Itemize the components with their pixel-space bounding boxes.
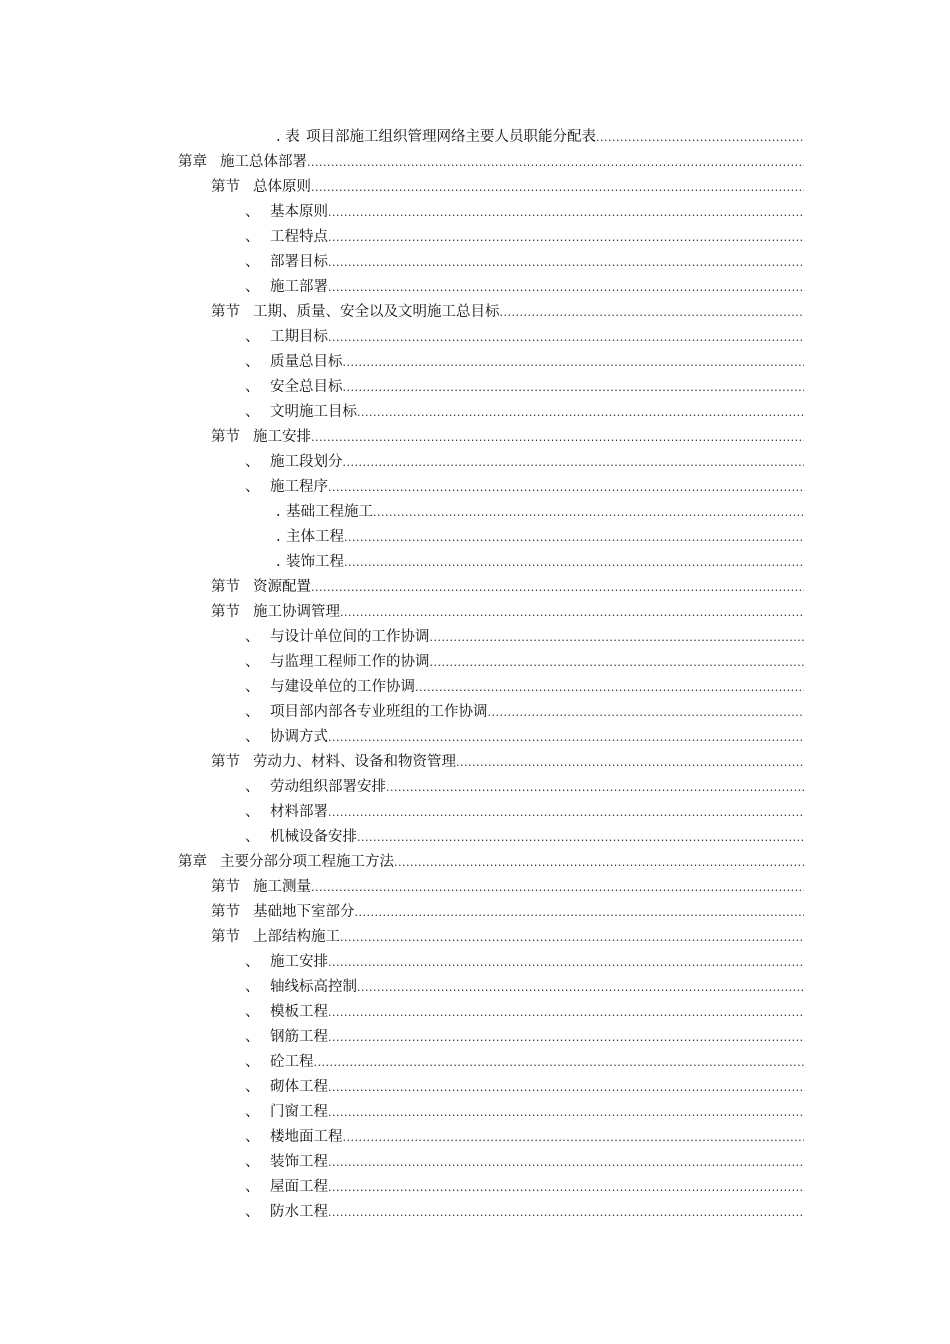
toc-entry-number: 、: [245, 954, 260, 970]
toc-entry-number: 、: [245, 1004, 260, 1020]
toc-entry-item[interactable]: [0, 1050, 950, 1075]
toc-entry-title: 砼工程: [270, 1054, 314, 1070]
toc-entry-title: 安全总目标: [270, 379, 343, 395]
toc-dot-leader: [357, 975, 804, 1000]
toc-entry-item[interactable]: [0, 200, 950, 225]
toc-dot-leader: [488, 700, 805, 725]
toc-entry-item[interactable]: [0, 625, 950, 650]
toc-dot-leader: [343, 350, 805, 375]
toc-entry-table[interactable]: [0, 125, 950, 150]
toc-dot-leader: [344, 550, 804, 575]
toc-entry-item[interactable]: [0, 400, 950, 425]
toc-entry-title: 主要分部分项工程施工方法: [220, 854, 394, 870]
toc-entry-title: 工期、质量、安全以及文明施工总目标: [253, 304, 500, 320]
toc-entry-line: [211, 575, 804, 600]
toc-entry-number: 、: [245, 629, 260, 645]
toc-entry-line: [245, 225, 804, 250]
toc-entry-item[interactable]: [0, 275, 950, 300]
toc-dot-leader: [500, 300, 805, 325]
toc-dot-leader: [386, 775, 804, 800]
toc-entry-title: 机械设备安排: [270, 829, 357, 845]
toc-entry-title: 楼地面工程: [270, 1129, 343, 1145]
toc-entry-item[interactable]: [0, 775, 950, 800]
toc-entry-item[interactable]: [0, 475, 950, 500]
toc-entry-number: 第节: [211, 754, 240, 770]
toc-entry-number: 、: [245, 779, 260, 795]
toc-entry-number: 第节: [211, 429, 240, 445]
toc-entry-number: 、: [245, 729, 260, 745]
toc-entry-sec[interactable]: [0, 900, 950, 925]
toc-entry-title: 施工安排: [270, 954, 328, 970]
toc-dot-leader: [340, 600, 804, 625]
toc-entry-line: [245, 1075, 804, 1100]
toc-dot-leader: [373, 500, 804, 525]
toc-entry-line: [245, 200, 804, 225]
toc-entry-title: 施工部署: [270, 279, 328, 295]
toc-entry-line: [245, 375, 804, 400]
toc-entry-sub[interactable]: [0, 500, 950, 525]
toc-entry-line: [245, 350, 804, 375]
toc-entry-title: 工期目标: [270, 329, 328, 345]
toc-dot-leader: [394, 850, 804, 875]
toc-entry-title: 上部结构施工: [253, 929, 340, 945]
toc-entry-number: .: [276, 554, 281, 570]
toc-entry-line: [245, 475, 804, 500]
toc-entry-number: 第节: [211, 579, 240, 595]
toc-dot-leader: [328, 325, 804, 350]
toc-entry-title: 施工安排: [253, 429, 311, 445]
toc-dot-leader: [340, 925, 804, 950]
toc-entry-item[interactable]: [0, 1150, 950, 1175]
toc-entry-sec[interactable]: [0, 925, 950, 950]
toc-entry-line: [245, 1175, 804, 1200]
toc-entry-title: 装饰工程: [270, 1154, 328, 1170]
toc-entry-number: 第节: [211, 179, 240, 195]
toc-entry-title: 施工段划分: [270, 454, 343, 470]
toc-entry-line: [276, 550, 804, 575]
toc-dot-leader: [328, 1200, 804, 1225]
toc-entry-line: [211, 300, 804, 325]
toc-dot-leader: [328, 200, 804, 225]
toc-entry-number: 、: [245, 479, 260, 495]
toc-entry-line: [276, 525, 804, 550]
toc-entry-line: [211, 175, 804, 200]
toc-entry-line: [245, 1000, 804, 1025]
toc-dot-leader: [430, 650, 805, 675]
toc-entry-line: [245, 1150, 804, 1175]
toc-entry-line: [211, 750, 804, 775]
toc-entry-line: [245, 275, 804, 300]
toc-entry-line: [245, 700, 804, 725]
toc-entry-line: [245, 950, 804, 975]
toc-dot-leader: [328, 725, 804, 750]
toc-entry-item[interactable]: [0, 375, 950, 400]
toc-entry-item[interactable]: [0, 1100, 950, 1125]
toc-entry-line: [245, 800, 804, 825]
toc-dot-leader: [328, 1075, 804, 1100]
toc-dot-leader: [328, 1150, 804, 1175]
toc-entry-item[interactable]: [0, 650, 950, 675]
toc-dot-leader: [415, 675, 804, 700]
toc-dot-leader: [328, 275, 804, 300]
toc-entry-sec[interactable]: [0, 425, 950, 450]
toc-entry-title: 资源配置: [253, 579, 311, 595]
toc-entry-item[interactable]: [0, 800, 950, 825]
toc-entry-item[interactable]: [0, 675, 950, 700]
toc-entry-line: [245, 775, 804, 800]
toc-dot-leader: [430, 625, 805, 650]
toc-entry-title: 屋面工程: [270, 1179, 328, 1195]
toc-entry-title: 钢筋工程: [270, 1029, 328, 1045]
toc-entry-line: [245, 1025, 804, 1050]
toc-entry-item[interactable]: [0, 350, 950, 375]
toc-entry-chap[interactable]: [0, 150, 950, 175]
toc-entry-title: 门窗工程: [270, 1104, 328, 1120]
toc-dot-leader: [344, 525, 804, 550]
toc-entry-number: 、: [245, 379, 260, 395]
toc-entry-item[interactable]: [0, 1125, 950, 1150]
toc-dot-leader: [343, 375, 805, 400]
toc-dot-leader: [328, 1025, 804, 1050]
toc-entry-line: [211, 425, 804, 450]
toc-entry-item[interactable]: [0, 1175, 950, 1200]
toc-entry-line: [245, 1200, 804, 1225]
toc-entry-title: 劳动组织部署安排: [270, 779, 386, 795]
toc-entry-title: 与监理工程师工作的协调: [270, 654, 430, 670]
toc-entry-number: 、: [245, 1204, 260, 1220]
toc-entry-title: 砌体工程: [270, 1079, 328, 1095]
toc-entry-line: [245, 650, 804, 675]
toc-entry-title: 装饰工程: [286, 554, 344, 570]
toc-entry-title: 与设计单位间的工作协调: [270, 629, 430, 645]
toc-entry-line: [245, 250, 804, 275]
toc-entry-line: [211, 925, 804, 950]
toc-entry-item[interactable]: [0, 1075, 950, 1100]
toc-entry-sec[interactable]: [0, 300, 950, 325]
toc-entry-title: 基础地下室部分: [253, 904, 355, 920]
table-of-contents: [0, 125, 950, 1225]
toc-entry-number: 第节: [211, 929, 240, 945]
toc-entry-item[interactable]: [0, 450, 950, 475]
toc-dot-leader: [311, 575, 804, 600]
toc-entry-number: . 表: [276, 129, 300, 145]
toc-dot-leader: [311, 875, 804, 900]
toc-dot-leader: [328, 1100, 804, 1125]
toc-entry-number: 、: [245, 204, 260, 220]
toc-entry-number: 、: [245, 829, 260, 845]
toc-entry-number: 、: [245, 1179, 260, 1195]
toc-entry-item[interactable]: [0, 975, 950, 1000]
toc-entry-number: 、: [245, 979, 260, 995]
toc-entry-number: 、: [245, 454, 260, 470]
toc-entry-line: [245, 1050, 804, 1075]
toc-entry-line: [245, 1100, 804, 1125]
toc-entry-number: .: [276, 504, 281, 520]
toc-entry-number: 、: [245, 804, 260, 820]
toc-entry-title: 与建设单位的工作协调: [270, 679, 415, 695]
toc-entry-line: [245, 975, 804, 1000]
toc-entry-line: [245, 725, 804, 750]
toc-entry-number: 、: [245, 1054, 260, 1070]
toc-entry-item[interactable]: [0, 325, 950, 350]
toc-entry-number: 、: [245, 1154, 260, 1170]
toc-dot-leader: [355, 900, 805, 925]
toc-entry-line: [245, 825, 804, 850]
toc-entry-number: 、: [245, 679, 260, 695]
toc-dot-leader: [328, 475, 804, 500]
toc-dot-leader: [343, 450, 805, 475]
toc-entry-line: [211, 900, 804, 925]
toc-entry-item[interactable]: [0, 225, 950, 250]
toc-entry-sec[interactable]: [0, 750, 950, 775]
toc-entry-title: 文明施工目标: [270, 404, 357, 420]
toc-dot-leader: [328, 1000, 804, 1025]
toc-entry-line: [245, 1125, 804, 1150]
toc-entry-title: 施工程序: [270, 479, 328, 495]
toc-entry-item[interactable]: [0, 700, 950, 725]
toc-entry-title: 协调方式: [270, 729, 328, 745]
toc-entry-sec[interactable]: [0, 600, 950, 625]
toc-entry-number: 、: [245, 254, 260, 270]
toc-entry-item[interactable]: [0, 950, 950, 975]
toc-entry-number: 第节: [211, 904, 240, 920]
toc-entry-line: [276, 125, 804, 150]
toc-entry-title: 质量总目标: [270, 354, 343, 370]
toc-entry-line: [245, 675, 804, 700]
toc-entry-line: [245, 400, 804, 425]
toc-entry-number: 、: [245, 654, 260, 670]
toc-dot-leader: [328, 225, 804, 250]
toc-entry-line: [245, 325, 804, 350]
toc-dot-leader: [343, 1125, 805, 1150]
toc-entry-sub[interactable]: [0, 525, 950, 550]
toc-dot-leader: [307, 150, 804, 175]
toc-entry-title: 基本原则: [270, 204, 328, 220]
toc-entry-line: [178, 850, 804, 875]
toc-entry-number: 、: [245, 404, 260, 420]
toc-dot-leader: [357, 400, 804, 425]
toc-entry-number: 、: [245, 229, 260, 245]
toc-entry-number: 、: [245, 1029, 260, 1045]
toc-entry-sec[interactable]: [0, 875, 950, 900]
toc-entry-title: 总体原则: [253, 179, 311, 195]
toc-dot-leader: [328, 1175, 804, 1200]
toc-dot-leader: [314, 1050, 805, 1075]
toc-dot-leader: [596, 125, 804, 150]
toc-entry-line: [245, 625, 804, 650]
toc-entry-title: 基础工程施工: [286, 504, 373, 520]
toc-entry-title: 施工测量: [253, 879, 311, 895]
toc-entry-title: 施工总体部署: [220, 154, 307, 170]
toc-entry-number: 、: [245, 1129, 260, 1145]
toc-entry-sub[interactable]: [0, 550, 950, 575]
toc-entry-item[interactable]: [0, 725, 950, 750]
toc-entry-number: 第章: [178, 854, 207, 870]
toc-entry-sec[interactable]: [0, 575, 950, 600]
toc-entry-number: 、: [245, 1104, 260, 1120]
toc-entry-number: 、: [245, 1079, 260, 1095]
toc-entry-number: 第节: [211, 879, 240, 895]
toc-dot-leader: [328, 250, 804, 275]
toc-entry-number: 第节: [211, 604, 240, 620]
toc-entry-item[interactable]: [0, 1025, 950, 1050]
toc-entry-number: 第章: [178, 154, 207, 170]
toc-dot-leader: [311, 425, 804, 450]
toc-dot-leader: [357, 825, 804, 850]
toc-entry-title: 部署目标: [270, 254, 328, 270]
toc-entry-number: .: [276, 529, 281, 545]
toc-entry-item[interactable]: [0, 250, 950, 275]
toc-entry-title: 施工协调管理: [253, 604, 340, 620]
toc-entry-line: [245, 450, 804, 475]
toc-entry-title: 项目部内部各专业班组的工作协调: [270, 704, 488, 720]
toc-entry-line: [211, 600, 804, 625]
toc-entry-chap[interactable]: [0, 850, 950, 875]
toc-entry-item[interactable]: [0, 1200, 950, 1225]
toc-entry-item[interactable]: [0, 1000, 950, 1025]
toc-entry-number: 、: [245, 279, 260, 295]
toc-dot-leader: [328, 800, 804, 825]
toc-entry-title: 项目部施工组织管理网络主要人员职能分配表: [306, 129, 596, 145]
toc-entry-title: 材料部署: [270, 804, 328, 820]
toc-entry-number: 、: [245, 354, 260, 370]
toc-entry-number: 第节: [211, 304, 240, 320]
toc-entry-number: 、: [245, 329, 260, 345]
toc-dot-leader: [328, 950, 804, 975]
toc-entry-line: [276, 500, 804, 525]
toc-dot-leader: [456, 750, 804, 775]
toc-entry-line: [178, 150, 804, 175]
toc-entry-title: 工程特点: [270, 229, 328, 245]
toc-entry-title: 轴线标高控制: [270, 979, 357, 995]
toc-entry-title: 防水工程: [270, 1204, 328, 1220]
toc-entry-sec[interactable]: [0, 175, 950, 200]
toc-entry-title: 主体工程: [286, 529, 344, 545]
toc-entry-title: 模板工程: [270, 1004, 328, 1020]
toc-dot-leader: [311, 175, 804, 200]
toc-entry-line: [211, 875, 804, 900]
toc-entry-title: 劳动力、材料、设备和物资管理: [253, 754, 456, 770]
toc-entry-number: 、: [245, 704, 260, 720]
toc-entry-item[interactable]: [0, 825, 950, 850]
